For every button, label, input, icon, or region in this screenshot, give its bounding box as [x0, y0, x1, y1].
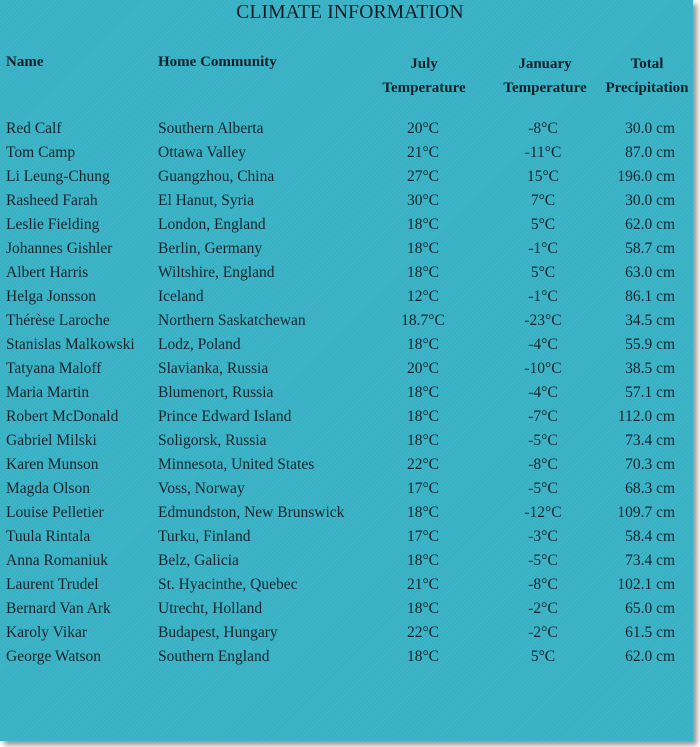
cell-home-community: Wiltshire, England [158, 264, 275, 281]
table-row [0, 645, 693, 669]
table-row [0, 117, 693, 141]
cell-total-precipitation: 70.3 cm [625, 456, 675, 473]
cell-july-temperature: 21°C [406, 576, 440, 593]
cell-total-precipitation: 87.0 cm [625, 144, 675, 161]
cell-july-temperature: 18°C [406, 504, 440, 521]
cell-total-precipitation: 62.0 cm [625, 648, 675, 665]
cell-name: Tom Camp [6, 144, 76, 161]
cell-home-community: Turku, Finland [158, 528, 251, 545]
cell-total-precipitation: 63.0 cm [625, 264, 675, 281]
cell-january-temperature: -1°C [528, 240, 558, 257]
cell-home-community: Soligorsk, Russia [158, 432, 267, 449]
cell-july-temperature: 22°C [406, 624, 440, 641]
cell-home-community: Slavianka, Russia [158, 360, 269, 377]
table-row [0, 309, 693, 333]
cell-january-temperature: 5°C [530, 648, 556, 665]
table-row [0, 429, 693, 453]
cell-name: Robert McDonald [6, 408, 119, 425]
cell-july-temperature: 20°C [406, 360, 440, 377]
table-row [0, 285, 693, 309]
cell-july-temperature: 30°C [406, 192, 440, 209]
cell-july-temperature: 20°C [406, 120, 440, 137]
cell-total-precipitation: 34.5 cm [625, 312, 675, 329]
cell-name: Anna Romaniuk [6, 552, 109, 569]
cell-total-precipitation: 57.1 cm [625, 384, 675, 401]
cell-home-community: Iceland [158, 288, 204, 305]
cell-january-temperature: -8°C [528, 576, 558, 593]
cell-july-temperature: 22°C [406, 456, 440, 473]
cell-home-community: Lodz, Poland [158, 336, 241, 353]
cell-july-temperature: 18°C [406, 552, 440, 569]
cell-name: Rasheed Farah [6, 192, 98, 209]
header-precip-line2: Precipitation [605, 80, 689, 96]
cell-total-precipitation: 73.4 cm [625, 552, 675, 569]
cell-home-community: Southern England [158, 648, 270, 665]
cell-name: Gabriel Milski [6, 432, 97, 449]
cell-january-temperature: -2°C [528, 600, 558, 617]
header-january-line1: January [518, 56, 572, 72]
cell-january-temperature: -5°C [528, 552, 558, 569]
cell-july-temperature: 17°C [406, 480, 440, 497]
cell-total-precipitation: 30.0 cm [625, 120, 675, 137]
cell-total-precipitation: 102.1 cm [617, 576, 675, 593]
cell-home-community: London, England [158, 216, 266, 233]
cell-july-temperature: 18°C [406, 408, 440, 425]
cell-name: George Watson [6, 648, 102, 665]
cell-january-temperature: -2°C [528, 624, 558, 641]
cell-name: Red Calf [6, 120, 62, 137]
cell-january-temperature: -1°C [528, 288, 558, 305]
cell-january-temperature: -5°C [528, 480, 558, 497]
cell-name: Laurent Trudel [6, 576, 99, 593]
cell-home-community: Utrecht, Holland [158, 600, 263, 617]
table-row [0, 477, 693, 501]
header-name: Name [6, 54, 44, 70]
cell-january-temperature: -5°C [528, 432, 558, 449]
cell-home-community: Voss, Norway [158, 480, 245, 497]
cell-january-temperature: 5°C [530, 264, 556, 281]
table-row [0, 525, 693, 549]
header-january-temperature [493, 52, 597, 100]
cell-july-temperature: 18.7°C [401, 312, 445, 329]
cell-january-temperature: -4°C [528, 384, 558, 401]
cell-july-temperature: 17°C [406, 528, 440, 545]
cell-january-temperature: -10°C [524, 360, 562, 377]
cell-july-temperature: 18°C [406, 432, 440, 449]
cell-july-temperature: 27°C [406, 168, 440, 185]
cell-home-community: Berlin, Germany [158, 240, 263, 257]
cell-january-temperature: -23°C [524, 312, 562, 329]
cell-home-community: Minnesota, United States [158, 456, 315, 473]
header-total-precipitation [598, 52, 696, 100]
table-row [0, 501, 693, 525]
cell-july-temperature: 18°C [406, 384, 440, 401]
cell-name: Maria Martin [6, 384, 90, 401]
cell-name: Helga Jonsson [6, 288, 96, 305]
cell-january-temperature: -11°C [524, 144, 562, 161]
cell-name: Tuula Rintala [6, 528, 91, 545]
cell-july-temperature: 18°C [406, 336, 440, 353]
table-row [0, 141, 693, 165]
cell-total-precipitation: 30.0 cm [625, 192, 675, 209]
cell-name: Karen Munson [6, 456, 99, 473]
cell-total-precipitation: 38.5 cm [625, 360, 675, 377]
header-january-line2: Temperature [503, 80, 587, 96]
cell-name: Magda Olson [6, 480, 90, 497]
cell-total-precipitation: 86.1 cm [625, 288, 675, 305]
table-row [0, 381, 693, 405]
header-home-community: Home Community [158, 54, 277, 70]
table-row [0, 621, 693, 645]
cell-january-temperature: -4°C [528, 336, 558, 353]
cell-july-temperature: 18°C [406, 600, 440, 617]
cell-name: Leslie Fielding [6, 216, 100, 233]
cell-january-temperature: -8°C [528, 120, 558, 137]
cell-home-community: Edmundston, New Brunswick [158, 504, 345, 521]
cell-name: Johannes Gishler [6, 240, 113, 257]
cell-total-precipitation: 112.0 cm [617, 408, 675, 425]
cell-january-temperature: 7°C [530, 192, 556, 209]
cell-home-community: Prince Edward Island [158, 408, 292, 425]
cell-total-precipitation: 65.0 cm [625, 600, 675, 617]
cell-name: Louise Pelletier [6, 504, 104, 521]
cell-total-precipitation: 62.0 cm [625, 216, 675, 233]
cell-july-temperature: 21°C [406, 144, 440, 161]
table-row [0, 573, 693, 597]
table-row [0, 549, 693, 573]
header-july-line2: Temperature [382, 80, 466, 96]
cell-july-temperature: 18°C [406, 648, 440, 665]
cell-january-temperature: -7°C [528, 408, 558, 425]
cell-name: Li Leung-Chung [6, 168, 110, 185]
table-row [0, 357, 693, 381]
table-row [0, 453, 693, 477]
table-row [0, 165, 693, 189]
cell-home-community: St. Hyacinthe, Quebec [158, 576, 298, 593]
table-row [0, 261, 693, 285]
cell-name: Albert Harris [6, 264, 89, 281]
cell-total-precipitation: 58.7 cm [625, 240, 675, 257]
cell-july-temperature: 12°C [406, 288, 440, 305]
cell-total-precipitation: 196.0 cm [617, 168, 675, 185]
cell-home-community: Blumenort, Russia [158, 384, 274, 401]
cell-total-precipitation: 109.7 cm [617, 504, 675, 521]
table-row [0, 237, 693, 261]
header-july-line1: July [410, 56, 438, 72]
cell-name: Karoly Vikar [6, 624, 87, 641]
cell-home-community: Northern Saskatchewan [158, 312, 306, 329]
table-row [0, 213, 693, 237]
cell-total-precipitation: 68.3 cm [625, 480, 675, 497]
cell-home-community: Budapest, Hungary [158, 624, 278, 641]
header-july-temperature [372, 52, 476, 100]
cell-home-community: Guangzhou, China [158, 168, 275, 185]
cell-name: Thérèse Laroche [6, 312, 110, 329]
cell-january-temperature: -12°C [524, 504, 562, 521]
cell-total-precipitation: 58.4 cm [625, 528, 675, 545]
cell-total-precipitation: 73.4 cm [625, 432, 675, 449]
table-row [0, 189, 693, 213]
cell-home-community: Southern Alberta [158, 120, 264, 137]
table-row [0, 597, 693, 621]
table-row [0, 405, 693, 429]
cell-january-temperature: 15°C [526, 168, 560, 185]
cell-january-temperature: 5°C [530, 216, 556, 233]
cell-name: Stanislas Malkowski [6, 336, 135, 353]
table-row [0, 333, 693, 357]
header-precip-line1: Total [630, 56, 664, 72]
cell-home-community: Belz, Galicia [158, 552, 239, 569]
cell-total-precipitation: 55.9 cm [625, 336, 675, 353]
cell-home-community: Ottawa Valley [158, 144, 246, 161]
cell-home-community: El Hanut, Syria [158, 192, 254, 209]
cell-july-temperature: 18°C [406, 240, 440, 257]
cell-name: Bernard Van Ark [6, 600, 111, 617]
table-title: CLIMATE INFORMATION [236, 2, 464, 23]
cell-july-temperature: 18°C [406, 264, 440, 281]
cell-july-temperature: 18°C [406, 216, 440, 233]
cell-january-temperature: -3°C [528, 528, 558, 545]
cell-january-temperature: -8°C [528, 456, 558, 473]
cell-total-precipitation: 61.5 cm [625, 624, 675, 641]
cell-name: Tatyana Maloff [6, 360, 102, 377]
